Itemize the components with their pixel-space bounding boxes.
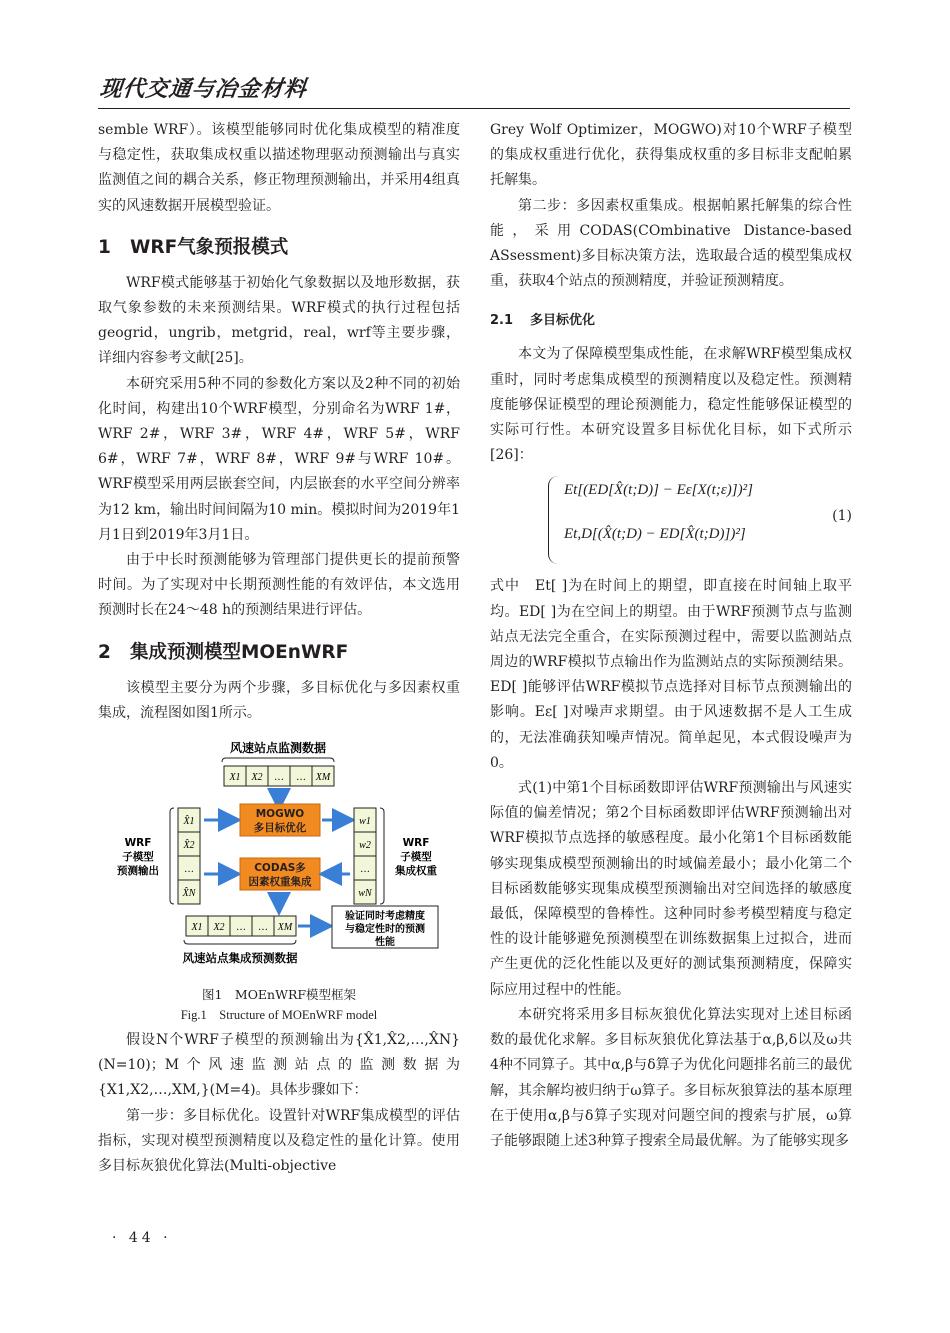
bottom-x2-label: X2: [213, 922, 225, 934]
page-number: · 44 ·: [112, 1230, 172, 1246]
section-1-heading: [98, 233, 460, 263]
bottom-x1-label: X1: [191, 922, 203, 934]
equation-line-1: Et[(ED[X̂(t;D)] − Eε[X(t;ε)])²]: [564, 482, 753, 499]
top-x1-label: X1: [229, 772, 241, 784]
section-2-paragraph-3: 第一步：多目标优化。设置针对WRF集成模型的评估指标，实现对模型预测精度以及稳定性的量化计算。使用多目标灰狼优化算法(Multi-objective: [98, 1107, 460, 1175]
right-column-weights: [354, 808, 376, 904]
codas-box-line-2: 因素权重集成: [248, 876, 312, 889]
section-2-paragraph-1: 该模型主要分为两个步骤，多目标优化与多因素权重集成，流程图如图1所示。: [98, 679, 460, 721]
left-xh1-label: X̂1: [183, 816, 195, 828]
section-2-1-heading: [490, 308, 852, 334]
verify-line-1: 验证同时考虑精度: [345, 911, 425, 923]
left-column-xhat: [178, 808, 200, 904]
right-w2-label: w2: [359, 840, 371, 852]
bottom-row-outputs: [186, 916, 296, 936]
left-label-3: 预测输出: [117, 865, 159, 878]
equation-line-2: Et,D[(X̂(t;D) − ED[X̂(t;D)])²]: [564, 526, 746, 543]
verify-line-2: 与稳定性时的预测: [345, 924, 425, 936]
section-2-paragraph-2: 假设N个WRF子模型的预测输出为{X̂1,X̂2,…,X̂N}(N=10)；M个风速监测站点的监测数据为{X1,X2,…,XM,}(M=4)。具体步骤如下：: [98, 1032, 460, 1099]
left-label-2: 子模型: [122, 851, 154, 864]
equation-brace: [548, 476, 561, 564]
figure-caption-en: Fig.1 Structure of MOEnWRF model: [180, 1008, 378, 1023]
section-1-number: 1: [98, 236, 111, 258]
top-dots1-label: …: [274, 772, 284, 784]
figure-caption-cn: 图1 MOEnWRF模型框架: [201, 987, 357, 1003]
section-2-1-paragraph-1: 本文为了保障模型集成性能，在求解WRF模型集成权重时，同时考虑集成模型的预测精度以及稳定性。预测精度能够保证模型的理论预测能力，稳定性能够保证模型的实际可行性。本研究设置多目标优化目标，如下式所示[26]：: [490, 346, 852, 464]
step-2-paragraph: 第二步：多因素权重集成。根据帕累托解集的综合性能，采用CODAS(COmbinative Distance-based ASsessment)多目标决策方法，选取最合适的模型集成权重，获取4个站点的预测精度，并验证预测精度。: [490, 197, 852, 290]
left-label-1: WRF: [124, 837, 152, 850]
bottom-dots2-label: …: [258, 922, 268, 934]
figure-top-label: 风速站点监测数据: [229, 741, 327, 756]
section-1-paragraph-2: 本研究采用5种不同的参数化方案以及2种不同的初始化时间，构建出10个WRF模型，分别命名为WRF 1#，WRF 2#，WRF 3#，WRF 4#，WRF 5#，WRF 6#，WRF 7#，WRF 8#，WRF 9#与WRF 10#。WRF模型采用两层嵌套空间，内层嵌套的水平空间分辨率为12 km，输出时间间隔为10 min。模拟时间为2019年1月1日到2019年3月1日。: [98, 375, 460, 543]
section-1-paragraph-3: 由于中长时预测能够为管理部门提供更长的提前预警时间。为了实现对中长期预测性能的有效评估，本文选用预测时长在24～48 h的预测结果进行评估。: [98, 552, 460, 619]
right-dots-label: …: [360, 864, 370, 876]
section-2-title: 集成预测模型MOEnWRF: [130, 641, 349, 663]
equation-explanation-paragraph: 式(1)中第1个目标函数即评估WRF预测输出与风速实际值的偏差情况；第2个目标函数即评估WRF预测输出对WRF模拟节点选择的敏感程度。最小化第1个目标函数能够实现集成模型预测输出的时域偏差最小；最小化第二个目标函数能够实现集成模型预测输出对空间选择的敏感度最低，保障模型的鲁棒性。这种同时参考模型精度与稳定性的设计能够避免预测模型在训练数据集上过拟合，进而产生更优的泛化性能以及更好的测试集预测精度，保障实际应用过程中的性能。: [490, 780, 852, 998]
section-1-paragraph-1: WRF模式能够基于初始化气象数据以及地形数据，获取气象参数的未来预测结果。WRF模式的执行过程包括geogrid，ungrib，metgrid，real，wrf等主要步骤，详细内容参考文献[25]。: [98, 274, 460, 367]
left-xh2-label: X̂2: [183, 840, 195, 852]
section-2-heading: [98, 638, 460, 668]
right-label-2: 子模型: [400, 851, 432, 864]
equation-number: (1): [832, 508, 852, 525]
page-header: [98, 60, 850, 109]
figure-1-diagram: [98, 738, 460, 988]
mogwo-box-line-2: 多目标优化: [253, 822, 307, 835]
left-brace: [170, 808, 174, 904]
figure-1: [98, 738, 460, 1028]
continued-paragraph: Grey Wolf Optimizer，MOGWO)对10个WRF子模型的集成权重进行优化，获得集成权重的多目标非支配帕累托解集。: [490, 122, 852, 189]
top-dots2-label: …: [296, 772, 306, 784]
journal-title: 现代交通与冶金材料: [98, 77, 309, 102]
right-label-1: WRF: [402, 837, 430, 850]
mogwo-paragraph: 本研究将采用多目标灰狼优化算法实现对上述目标函数的最优化求解。多目标灰狼优化算法基于α,β,δ以及ω共4种不同算子。其中α,β与δ算子为优化问题排名前三的最优解，其余解均被归纳于ω算子。多目标灰狼算法的基本原理在于使用α,β与δ算子实现对问题空间的搜索与扩展，ω算子能够跟随上述3种算子搜索全局最优解。为了能够实现多: [490, 1006, 852, 1149]
right-w1-label: w1: [359, 816, 371, 828]
right-column: [490, 118, 852, 1154]
top-brace: [222, 758, 334, 762]
equation-1: [490, 474, 852, 570]
equation-explanation-where: 式中 Et[ ]为在时间上的期望，即直接在时间轴上取平均。ED[ ]为在空间上的期望。由于WRF预测节点与监测站点无法完全重合，在实际预测过程中，需要以监测站点周边的WRF模拟节点输出作为监测站点的实际预测结果。ED[ ]能够评估WRF模拟节点选择对目标节点预测输出的影响。Eε[ ]对噪声求期望。由于风速数据不是人工生成的，无法准确获知噪声情况。简单起见，本式假设噪声为0。: [490, 578, 852, 771]
codas-box-line-1: CODAS多: [254, 862, 306, 875]
bottom-xm-label: XM: [277, 922, 293, 934]
section-2-1-title: 多目标优化: [530, 313, 596, 329]
intro-paragraph: semble WRF）。该模型能够同时优化集成模型的精准度与稳定性，获取集成权重以描述物理驱动预测输出与真实监测值之间的耦合关系，修正物理预测输出，并采用4组真实的风速数据开展模型验证。: [98, 122, 460, 214]
section-1-title: WRF气象预报模式: [130, 236, 289, 258]
verify-line-3: 性能: [375, 937, 395, 949]
right-wn-label: wN: [358, 888, 372, 900]
section-2-1-number: 2.1: [490, 313, 514, 329]
right-label-3: 集成权重: [395, 865, 437, 878]
top-row-inputs: [224, 766, 334, 786]
top-xm-label: XM: [315, 772, 331, 784]
right-brace: [380, 808, 384, 904]
top-x2-label: X2: [251, 772, 263, 784]
bottom-brace: [184, 940, 296, 944]
figure-bottom-label: 风速站点集成预测数据: [182, 951, 298, 966]
left-column: [98, 118, 460, 1179]
left-dots-label: …: [184, 864, 194, 876]
left-xhn-label: X̂N: [182, 888, 196, 900]
bottom-dots1-label: …: [236, 922, 246, 934]
mogwo-box-line-1: MOGWO: [255, 808, 305, 821]
section-2-number: 2: [98, 641, 111, 663]
